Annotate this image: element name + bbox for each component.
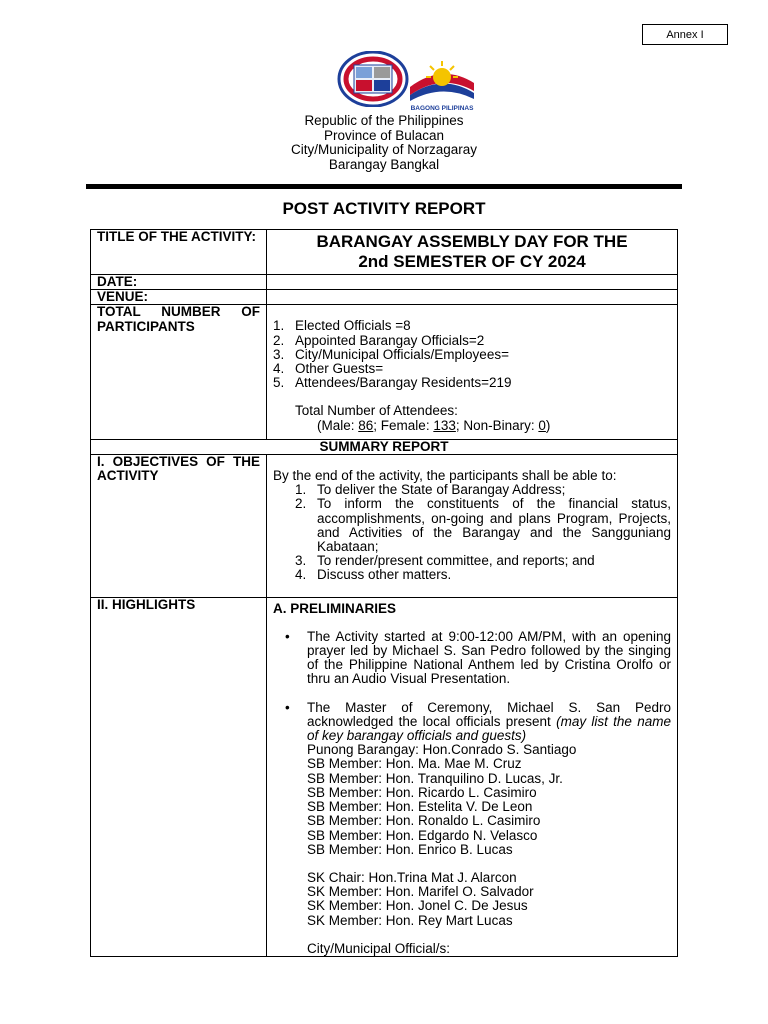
objectives-list bbox=[273, 483, 671, 582]
list-item: 2. Appointed Barangay Officials=2 bbox=[273, 332, 485, 348]
nonbinary-count: 0 bbox=[538, 417, 546, 433]
title-value-line2: 2nd SEMESTER OF CY 2024 bbox=[358, 252, 586, 271]
summary-heading: SUMMARY REPORT bbox=[91, 439, 678, 454]
attendees-label: Total Number of Attendees: bbox=[295, 403, 458, 419]
list-item: 3. To render/present committee, and reports; and bbox=[295, 553, 595, 569]
list-item: 2. To inform the constituents of the financial status, accomplishments, on-going and plans Program, Projects, and Activities of the Barangay and the Sangguniang Kabataan; bbox=[295, 496, 671, 555]
objectives-value bbox=[267, 455, 678, 598]
list-item: 1. Elected Officials =8 bbox=[273, 318, 411, 334]
title-value-line1: BARANGAY ASSEMBLY DAY FOR THE bbox=[316, 232, 628, 251]
preliminaries-heading: A. PRELIMINARIES bbox=[273, 600, 397, 616]
letterhead bbox=[0, 114, 768, 172]
date-value bbox=[267, 275, 678, 290]
list-item: 1. To deliver the State of Barangay Address; bbox=[295, 482, 566, 498]
highlights-label: II. HIGHLIGHTS bbox=[91, 597, 267, 956]
header-line-barangay: Barangay Bangkal bbox=[328, 156, 440, 172]
objectives-label: I. OBJECTIVES OF THE ACTIVITY bbox=[91, 455, 267, 598]
list-item: 4. Discuss other matters. bbox=[295, 567, 452, 583]
list-item: 3. City/Municipal Officials/Employees= bbox=[273, 346, 509, 362]
row-date bbox=[91, 275, 678, 290]
participants-value bbox=[267, 305, 678, 439]
row-summary-heading bbox=[91, 439, 678, 454]
list-item: 5. Attendees/Barangay Residents=219 bbox=[273, 375, 512, 391]
title-value bbox=[267, 230, 678, 275]
list-item: • The Master of Ceremony, Michael S. San Pedro acknowledged the local officials present (may list the name of key barangay officials and guests) bbox=[285, 699, 671, 744]
list-item: • The Activity started at 9:00-12:00 AM/PM, with an opening prayer led by Michael S. San Pedro followed by the singing of the Philippine National Anthem led by Cristina Orolfo or thru an Audio Visual Presentation. bbox=[285, 628, 671, 687]
participants-label: TOTAL NUMBER OF PARTICIPANTS bbox=[91, 305, 267, 439]
male-count: 86 bbox=[358, 417, 374, 433]
venue-label: VENUE: bbox=[91, 290, 267, 305]
brand-text: BAGONG PILIPINAS bbox=[410, 105, 474, 112]
objectives-intro: By the end of the activity, the participants shall be able to: bbox=[273, 468, 617, 484]
list-item: 4. Other Guests= bbox=[273, 361, 384, 377]
header-divider bbox=[86, 184, 682, 189]
row-title bbox=[91, 230, 678, 275]
city-officials-label: City/Municipal Official/s: bbox=[307, 940, 451, 956]
row-participants bbox=[91, 305, 678, 439]
venue-value bbox=[267, 290, 678, 305]
header-line-republic: Republic of the Philippines bbox=[304, 113, 464, 128]
female-count: 133 bbox=[433, 417, 456, 433]
report-table bbox=[90, 229, 678, 957]
officials-list: Punong Barangay: Hon.Conrado S. Santiago SB Member: Hon. Ma. Mae M. Cruz SB Member: Hon. Tranquilino D. Lucas, Jr. SB Member: Hon. Ricardo L. Casimiro SB Member: Hon. Estelita V. De Leon SB Member: Hon. Ronaldo L. Casimiro SB Member: Hon. Edgardo N. Velasco SB Member: Hon. Enrico B. Lucas SK Chair: Hon.Trina Mat J. Alarcon SK Member: Hon. Marifel O. Salvador SK Member: Hon. Jonel C. De Jesus SK Member: Hon. Rey Mart Lucas City/Municipal Official/s: bbox=[273, 743, 671, 956]
attendees-breakdown: (Male: 86; Female: 133; Non-Binary: 0) bbox=[317, 417, 551, 433]
row-objectives bbox=[91, 455, 678, 598]
header-line-province: Province of Bulacan bbox=[323, 127, 445, 143]
annex-label: Annex I bbox=[642, 24, 728, 45]
row-highlights bbox=[91, 597, 678, 956]
participants-list bbox=[273, 319, 671, 390]
barangay-seal-logo bbox=[337, 51, 409, 107]
row-venue bbox=[91, 290, 678, 305]
title-label: TITLE OF THE ACTIVITY: bbox=[91, 230, 267, 275]
highlights-value bbox=[267, 597, 678, 956]
bagong-pilipinas-logo bbox=[402, 53, 482, 113]
date-label: DATE: bbox=[91, 275, 267, 290]
header-line-municipality: City/Municipality of Norzagaray bbox=[290, 142, 478, 157]
report-title: POST ACTIVITY REPORT bbox=[282, 199, 486, 218]
